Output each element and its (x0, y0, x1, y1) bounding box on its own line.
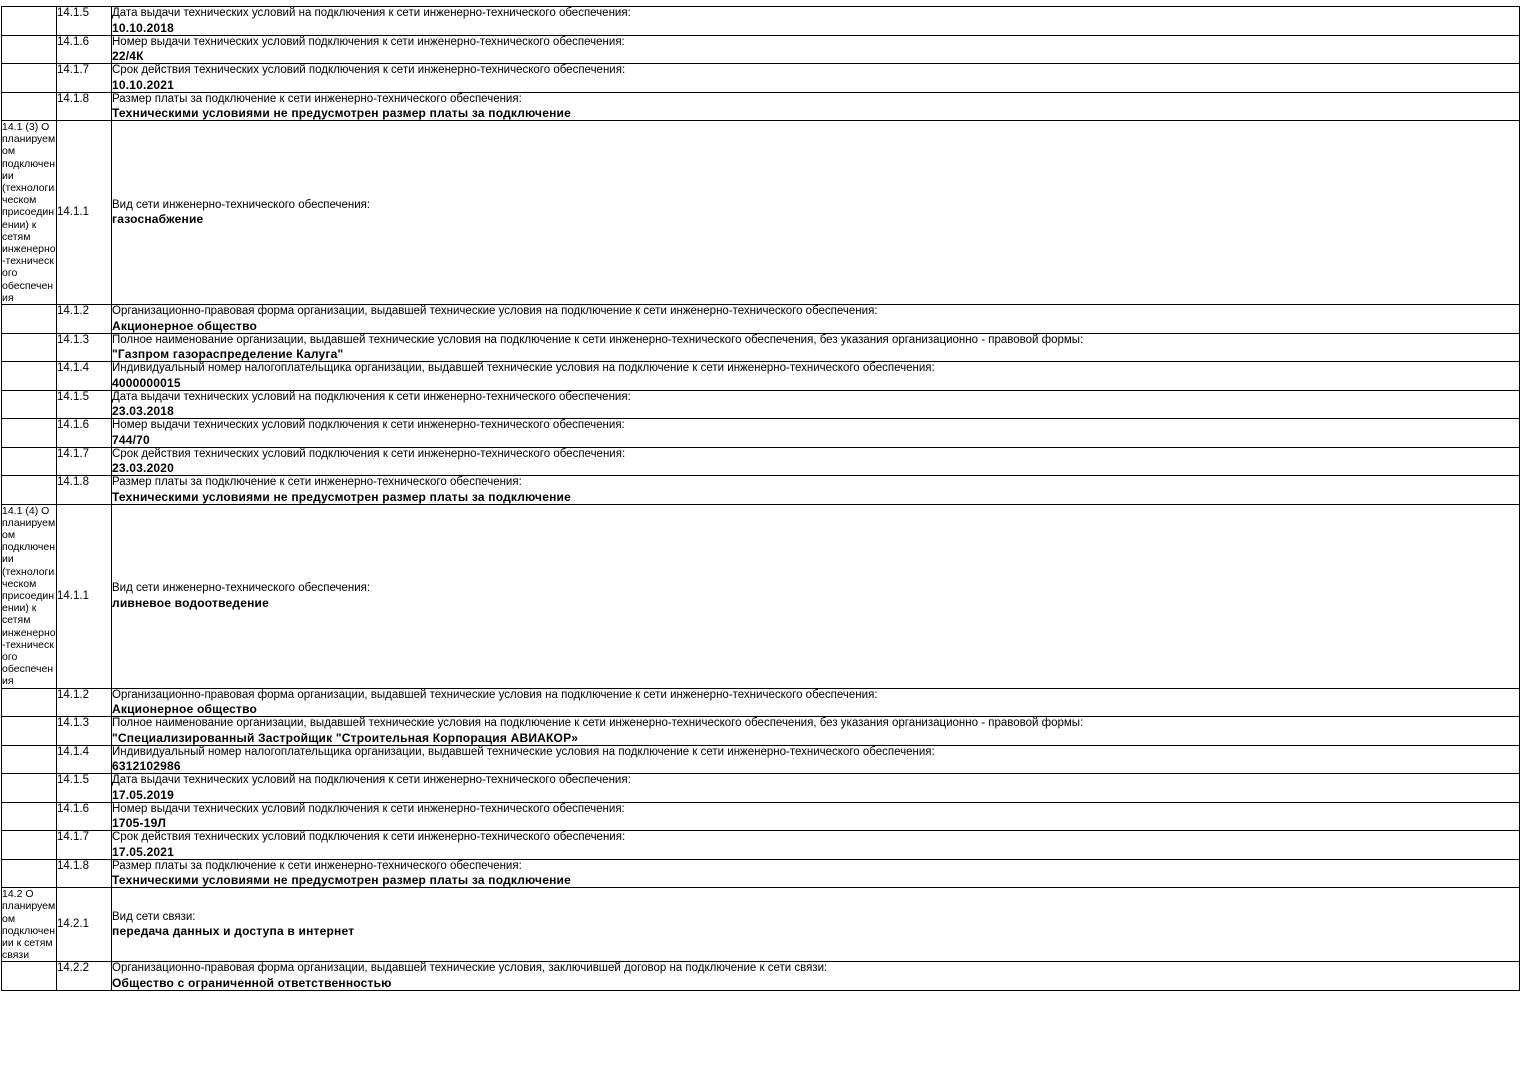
row-content (112, 447, 1520, 476)
row-content (112, 390, 1520, 419)
construction-declaration-table (1, 6, 1520, 991)
section-cell (2, 419, 57, 448)
table-row (2, 305, 1520, 334)
field-value: 23.03.2020 (112, 461, 175, 476)
row-code: 14.1.5 (57, 774, 112, 803)
section-cell (2, 802, 57, 831)
field-label: Размер платы за подключение к сети инженерно-технического обеспечения: (112, 859, 522, 872)
field-label: Срок действия технических условий подключения к сети инженерно-технического обеспечения: (112, 831, 626, 844)
row-code: 14.1.7 (57, 64, 112, 93)
table-row (2, 447, 1520, 476)
field-value: газоснабжение (112, 212, 204, 227)
table-row (2, 333, 1520, 362)
row-content (112, 831, 1520, 860)
row-content (112, 362, 1520, 391)
row-code: 14.1.3 (57, 333, 112, 362)
section-title: 14.2 О планируемом подключении к сетям связи (2, 888, 56, 962)
row-code: 14.1.2 (57, 688, 112, 717)
table-row (2, 35, 1520, 64)
field-value: 23.03.2018 (112, 404, 175, 419)
field-label: Индивидуальный номер налогоплательщика организации, выдавшей технические условия на подключение к сети инженерно-технического обеспечения: (112, 745, 935, 758)
section-cell (2, 35, 57, 64)
row-content (112, 35, 1520, 64)
field-label: Организационно-правовая форма организации, выдавшей технические условия, заключившей договор на подключение к сети связи: (112, 962, 828, 975)
section-cell (2, 476, 57, 505)
field-label: Полное наименование организации, выдавшей технические условия на подключение к сети инженерно-технического обеспечения, без указания организационно - правовой формы: (112, 717, 1084, 730)
table-row (2, 859, 1520, 888)
row-content (112, 688, 1520, 717)
row-content (112, 121, 1520, 305)
row-code: 14.1.2 (57, 305, 112, 334)
table-row (2, 419, 1520, 448)
row-content (112, 717, 1520, 746)
row-code: 14.1.4 (57, 745, 112, 774)
row-content (112, 888, 1520, 962)
row-content (112, 333, 1520, 362)
table-row (2, 7, 1520, 36)
row-code: 14.1.6 (57, 419, 112, 448)
field-value: "Газпром газораспределение Калуга" (112, 347, 344, 362)
section-cell (2, 688, 57, 717)
row-code: 14.1.5 (57, 390, 112, 419)
field-label: Вид сети инженерно-технического обеспечения: (112, 582, 371, 595)
row-code: 14.1.8 (57, 476, 112, 505)
row-code: 14.1.8 (57, 92, 112, 121)
field-value: ливневое водоотведение (112, 595, 269, 610)
row-content (112, 859, 1520, 888)
section-cell (2, 92, 57, 121)
field-label: Вид сети инженерно-технического обеспечения: (112, 198, 371, 211)
field-label: Дата выдачи технических условий на подключения к сети инженерно-технического обеспечения: (112, 390, 631, 403)
table-row-section-14-2 (2, 888, 1520, 962)
table-row (2, 362, 1520, 391)
field-label: Номер выдачи технических условий подключения к сети инженерно-технического обеспечения: (112, 35, 625, 48)
field-value: 6312102986 (112, 759, 181, 774)
row-code: 14.1.1 (57, 121, 112, 305)
table-row (2, 774, 1520, 803)
field-value: 1705-19Л (112, 816, 167, 831)
table-row (2, 717, 1520, 746)
row-code: 14.1.7 (57, 447, 112, 476)
row-content (112, 504, 1520, 688)
field-value: Техническими условиями не предусмотрен размер платы за подключение (112, 489, 571, 504)
section-cell (2, 447, 57, 476)
field-label: Номер выдачи технических условий подключения к сети инженерно-технического обеспечения: (112, 802, 625, 815)
table-row (2, 92, 1520, 121)
section-cell (2, 831, 57, 860)
field-value: 22/4К (112, 49, 144, 63)
section-cell (2, 390, 57, 419)
field-label: Вид сети связи: (112, 910, 196, 923)
row-content (112, 7, 1520, 36)
field-label: Срок действия технических условий подключения к сети инженерно-технического обеспечения: (112, 64, 626, 76)
field-value: передача данных и доступа в интернет (112, 924, 355, 939)
row-content (112, 962, 1520, 991)
table-row (2, 802, 1520, 831)
field-label: Полное наименование организации, выдавшей технические условия на подключение к сети инженерно-технического обеспечения, без указания организационно - правовой формы: (112, 333, 1084, 346)
row-content (112, 476, 1520, 505)
field-value: 17.05.2021 (112, 844, 175, 859)
table-row-section-14-1-4 (2, 504, 1520, 688)
field-value: 4000000015 (112, 375, 181, 390)
section-cell (2, 333, 57, 362)
row-code: 14.1.4 (57, 362, 112, 391)
table-row (2, 390, 1520, 419)
row-code: 14.1.8 (57, 859, 112, 888)
row-code: 14.1.3 (57, 717, 112, 746)
field-value: 17.05.2019 (112, 787, 175, 802)
row-content (112, 64, 1520, 93)
row-content (112, 774, 1520, 803)
table-row (2, 831, 1520, 860)
row-code: 14.1.6 (57, 35, 112, 64)
section-title: 14.1 (4) О планируемом подключении (технологическом присоединении) к сетям инженерно-технического обеспечения (2, 504, 56, 688)
row-code: 14.1.1 (57, 504, 112, 688)
section-title: 14.1 (3) О планируемом подключении (технологическом присоединении) к сетям инженерно-технического обеспечения (2, 121, 56, 304)
field-label: Организационно-правовая форма организации, выдавшей технические условия на подключение к сети инженерно-технического обеспечения: (112, 305, 878, 318)
field-value: 10.10.2021 (112, 77, 175, 92)
row-code: 14.2.1 (57, 888, 112, 962)
row-content (112, 92, 1520, 121)
field-value: 10.10.2018 (112, 20, 175, 35)
row-content (112, 802, 1520, 831)
field-value: Акционерное общество (112, 318, 258, 333)
field-value: Техническими условиями не предусмотрен размер платы за подключение (112, 873, 571, 888)
section-cell (2, 962, 57, 991)
row-content (112, 745, 1520, 774)
field-label: Номер выдачи технических условий подключения к сети инженерно-технического обеспечения: (112, 419, 625, 432)
field-value: Акционерное общество (112, 702, 258, 717)
document-page (0, 6, 1529, 1086)
field-label: Дата выдачи технических условий на подключения к сети инженерно-технического обеспечения: (112, 7, 631, 19)
section-cell (2, 305, 57, 334)
row-content (112, 419, 1520, 448)
section-cell (2, 7, 57, 36)
table-row (2, 476, 1520, 505)
section-cell (2, 362, 57, 391)
section-cell (2, 717, 57, 746)
field-label: Срок действия технических условий подключения к сети инженерно-технического обеспечения: (112, 447, 626, 460)
field-value: Техническими условиями не предусмотрен размер платы за подключение (112, 106, 571, 120)
field-value: "Специализированный Застройщик "Строительная Корпорация АВИАКОР» (112, 730, 579, 745)
field-value: Общество с ограниченной ответственностью (112, 975, 392, 990)
table-row-section-14-1-3 (2, 121, 1520, 305)
row-content (112, 305, 1520, 334)
field-label: Дата выдачи технических условий на подключения к сети инженерно-технического обеспечения: (112, 774, 631, 787)
section-cell (2, 64, 57, 93)
field-label: Размер платы за подключение к сети инженерно-технического обеспечения: (112, 92, 522, 105)
table-row (2, 745, 1520, 774)
section-cell (2, 745, 57, 774)
table-row (2, 962, 1520, 991)
table-row (2, 64, 1520, 93)
row-code: 14.1.7 (57, 831, 112, 860)
field-label: Индивидуальный номер налогоплательщика организации, выдавшей технические условия на подключение к сети инженерно-технического обеспечения: (112, 362, 935, 375)
field-label: Размер платы за подключение к сети инженерно-технического обеспечения: (112, 476, 522, 489)
row-code: 14.1.6 (57, 802, 112, 831)
field-value: 744/70 (112, 432, 150, 447)
table-row (2, 688, 1520, 717)
section-cell (2, 859, 57, 888)
row-code: 14.1.5 (57, 7, 112, 36)
field-label: Организационно-правовая форма организации, выдавшей технические условия на подключение к сети инженерно-технического обеспечения: (112, 688, 878, 701)
section-cell (2, 774, 57, 803)
row-code: 14.2.2 (57, 962, 112, 991)
